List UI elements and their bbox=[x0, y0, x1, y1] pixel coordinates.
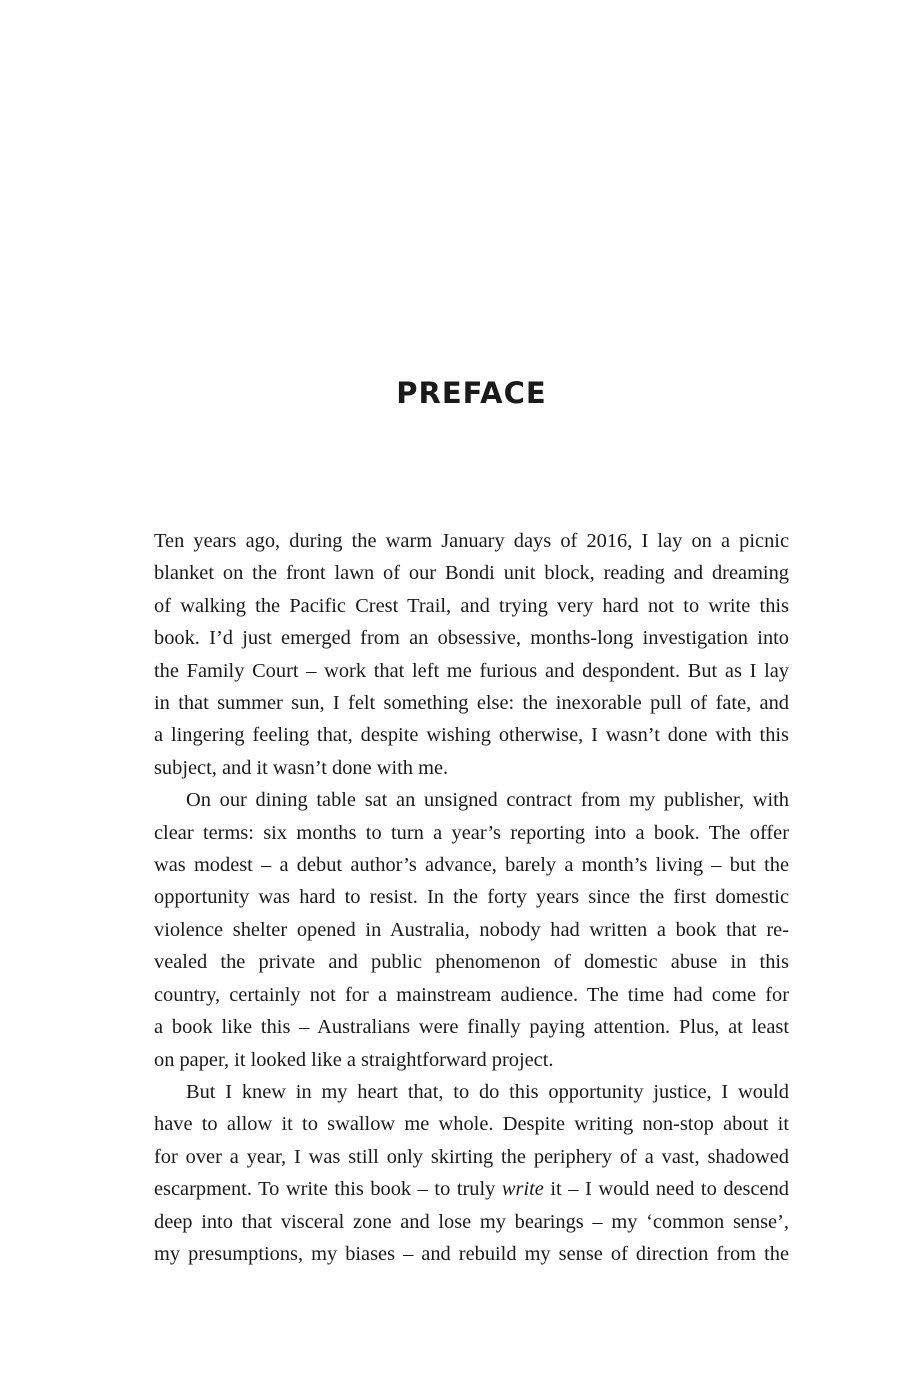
text-line: in that summer sun, I felt something else: the inexorable pull of fate, and bbox=[154, 692, 789, 715]
text-line: country, certainly not for a mainstream audience. The time had come for bbox=[154, 983, 789, 1006]
text-line: But I knew in my heart that, to do this opportunity justice, I would bbox=[186, 1080, 789, 1103]
emphasized-word: write bbox=[501, 1178, 544, 1201]
preface-body bbox=[154, 525, 789, 1270]
text-line: subject, and it wasn’t done with me. bbox=[154, 756, 449, 779]
text-line: was modest – a debut author’s advance, barely a month’s living – but the bbox=[154, 854, 789, 877]
text-line: violence shelter opened in Australia, nobody had written a book that re- bbox=[154, 918, 789, 941]
text-segment: it – I would need to descend bbox=[543, 1178, 789, 1201]
text-line: opportunity was hard to resist. In the forty years since the first domestic bbox=[154, 886, 789, 909]
text-line: my presumptions, my biases – and rebuild my sense of direction from the bbox=[154, 1242, 789, 1265]
text-line: of walking the Pacific Crest Trail, and trying very hard not to write this bbox=[154, 594, 789, 617]
text-line: on paper, it looked like a straightforward project. bbox=[154, 1048, 554, 1071]
text-line: a lingering feeling that, despite wishing otherwise, I wasn’t done with this bbox=[154, 724, 789, 747]
text-line: have to allow it to swallow me whole. Despite writing non-stop about it bbox=[154, 1113, 789, 1136]
text-line: vealed the private and public phenomenon of domestic abuse in this bbox=[154, 951, 789, 974]
text-line: the Family Court – work that left me furious and despondent. But as I lay bbox=[154, 659, 789, 682]
paragraph-2 bbox=[154, 784, 789, 1076]
text-segment: escarpment. To write this book – to truly bbox=[154, 1178, 502, 1201]
chapter-title: PREFACE bbox=[396, 376, 547, 411]
text-line: deep into that visceral zone and lose my bearings – my ‘common sense’, bbox=[154, 1210, 789, 1233]
text-line: blanket on the front lawn of our Bondi unit block, reading and dreaming bbox=[154, 562, 789, 585]
text-line: for over a year, I was still only skirting the periphery of a vast, shadowed bbox=[154, 1145, 789, 1168]
text-line: a book like this – Australians were finally paying attention. Plus, at least bbox=[154, 1016, 789, 1039]
text-line: clear terms: six months to turn a year’s reporting into a book. The offer bbox=[154, 821, 789, 844]
paragraph-3 bbox=[154, 1076, 789, 1270]
text-line: On our dining table sat an unsigned contract from my publisher, with bbox=[186, 789, 789, 812]
text-line: book. I’d just emerged from an obsessive, months-long investigation into bbox=[154, 627, 789, 650]
text-line-with-emphasis bbox=[154, 1173, 789, 1205]
paragraph-1 bbox=[154, 525, 789, 784]
text-line: Ten years ago, during the warm January days of 2016, I lay on a picnic bbox=[154, 530, 789, 552]
